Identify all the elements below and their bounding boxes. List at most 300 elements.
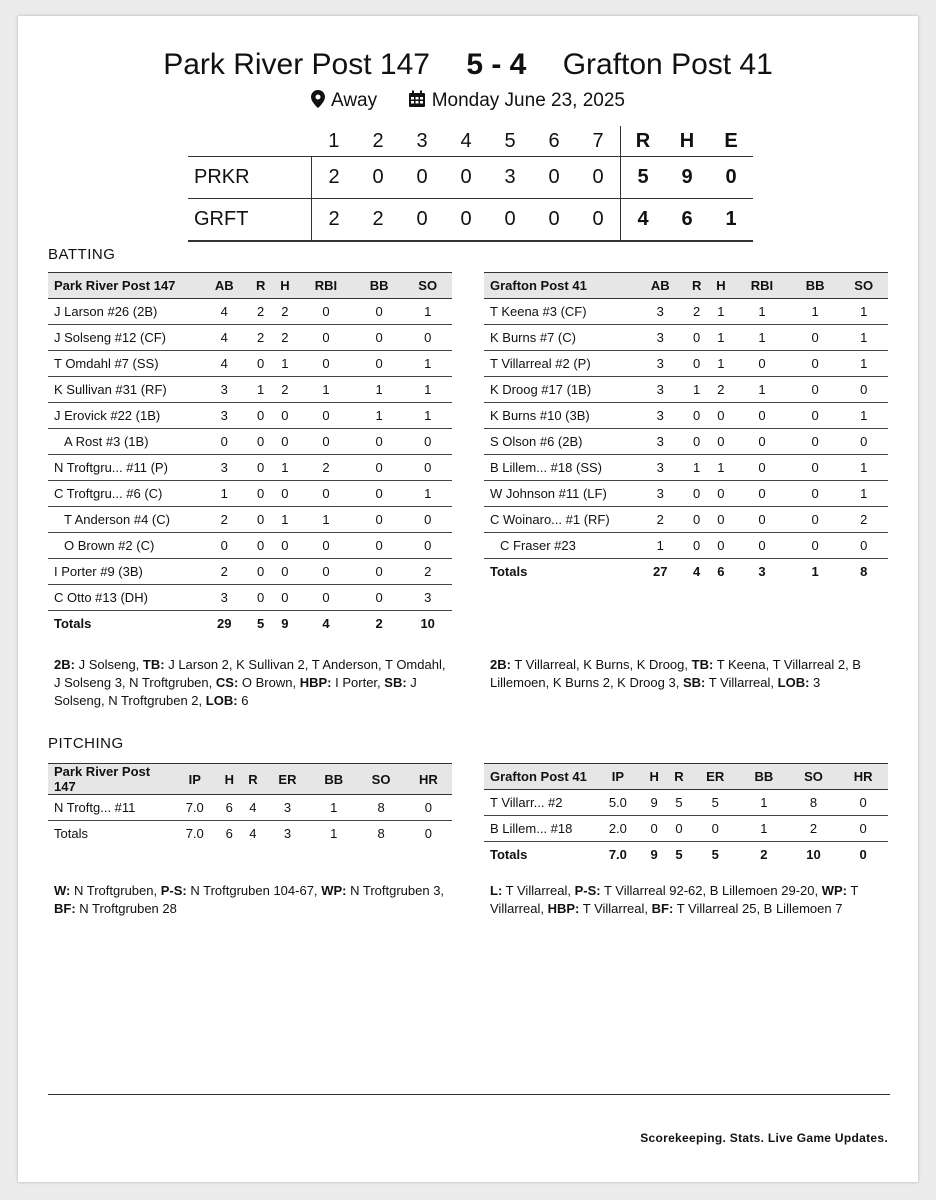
footer-divider — [48, 1094, 890, 1095]
errors-cell: 0 — [709, 157, 753, 199]
stat-cell: 0 — [791, 377, 840, 403]
stat-cell: 0 — [839, 533, 888, 559]
note-value: N Troftgruben 28 — [79, 901, 177, 916]
stat-cell: 0 — [838, 816, 888, 842]
note-value: T Villarreal 25, B Lillemoen 7 — [676, 901, 843, 916]
stat-cell: 0 — [709, 429, 733, 455]
stat-cell: 3 — [636, 403, 685, 429]
stat-cell: 2 — [709, 377, 733, 403]
stat-cell: 0 — [733, 403, 791, 429]
inning-cell: 0 — [444, 199, 488, 242]
inning-cell: 3 — [488, 157, 532, 199]
inning-cell: 0 — [532, 157, 576, 199]
note-value: T Villarreal 92-62, B Lillemoen 29-20, — [603, 883, 819, 898]
note-value: N Troftgruben 104-67, — [190, 883, 318, 898]
stat-cell: 0 — [297, 585, 355, 611]
stat-cell: 0 — [791, 507, 840, 533]
linescore-header — [188, 126, 753, 157]
stat-cell: 1 — [839, 325, 888, 351]
inning-header: 3 — [416, 129, 428, 152]
inning-cell: 2 — [312, 157, 357, 199]
totals-cell: 2 — [355, 611, 404, 637]
batter-row — [484, 299, 888, 325]
batting-table-park-river — [48, 272, 452, 636]
stat-cell: 2 — [685, 299, 709, 325]
player-name: O Brown #2 (C) — [48, 533, 200, 559]
stat-cell: 0 — [355, 585, 404, 611]
totals-cell: 29 — [200, 611, 249, 637]
batting-column-header: H — [273, 273, 297, 299]
stat-cell: 1 — [733, 377, 791, 403]
pitching-column-header: ER — [691, 764, 739, 790]
stat-cell: 1 — [839, 403, 888, 429]
stat-cell: 0 — [791, 325, 840, 351]
stat-cell: 0 — [405, 795, 452, 821]
note-key: P-S: — [574, 883, 601, 898]
runs-cell: 5 — [621, 157, 666, 199]
stat-cell: 0 — [791, 455, 840, 481]
hits-header: H — [679, 129, 695, 152]
batter-row — [48, 351, 452, 377]
player-name: W Johnson #11 (LF) — [484, 481, 636, 507]
stat-cell: 0 — [355, 455, 404, 481]
note-value: T Villarreal, — [505, 883, 571, 898]
stat-cell: 3 — [200, 585, 249, 611]
stat-cell: 3 — [636, 351, 685, 377]
linescore-corner — [188, 126, 312, 157]
stat-cell: 8 — [789, 790, 839, 816]
stat-cell: 0 — [273, 481, 297, 507]
stat-cell: 3 — [200, 377, 249, 403]
linescore-table — [188, 126, 753, 242]
stat-cell: 2 — [249, 325, 273, 351]
pitching-column-header: R — [241, 764, 265, 795]
totals-cell: 10 — [403, 611, 452, 637]
stat-cell: 1 — [403, 403, 452, 429]
pitcher-row — [484, 816, 888, 842]
hits-cell: 9 — [665, 157, 709, 199]
pitching-column-header: IP — [172, 764, 217, 795]
stat-cell: 0 — [249, 533, 273, 559]
stat-cell: 1 — [709, 325, 733, 351]
stat-cell: 0 — [733, 507, 791, 533]
totals-cell: 5 — [249, 611, 273, 637]
stat-cell: 8 — [357, 795, 404, 821]
player-name: S Olson #6 (2B) — [484, 429, 636, 455]
stat-cell: 0 — [355, 299, 404, 325]
stat-cell: 0 — [297, 325, 355, 351]
stat-cell: 0 — [249, 403, 273, 429]
batter-row — [484, 507, 888, 533]
stat-cell: 3 — [403, 585, 452, 611]
note-value: J Solseng, N Troftgruben 2, — [54, 675, 417, 708]
stat-cell: 0 — [355, 559, 404, 585]
pitching-column-header: BB — [310, 764, 357, 795]
note-key: WP: — [821, 883, 848, 898]
note-key: HBP: — [299, 675, 332, 690]
totals-cell: 5 — [691, 842, 739, 868]
stat-cell: 0 — [791, 429, 840, 455]
totals-cell: 1 — [791, 559, 840, 585]
stat-cell: 0 — [355, 351, 404, 377]
stat-cell: 0 — [273, 403, 297, 429]
stat-cell: 0 — [297, 351, 355, 377]
inning-header: 7 — [592, 129, 604, 152]
pitching-table-park-river — [48, 763, 452, 846]
inning-header: 5 — [504, 129, 516, 152]
stat-cell: 3 — [200, 403, 249, 429]
note-value: 3 — [813, 675, 821, 690]
inning-cell: 2 — [312, 199, 357, 242]
stat-cell: 0 — [355, 429, 404, 455]
player-name: I Porter #9 (3B) — [48, 559, 200, 585]
batting-team-header: Grafton Post 41 — [484, 273, 636, 299]
player-name: J Larson #26 (2B) — [48, 299, 200, 325]
batter-row — [48, 533, 452, 559]
stat-cell: 1 — [355, 403, 404, 429]
stat-cell: 0 — [791, 403, 840, 429]
inning-cell: 0 — [576, 199, 621, 242]
inning-header: 6 — [548, 129, 560, 152]
player-name: T Anderson #4 (C) — [48, 507, 200, 533]
stat-cell: 0 — [355, 533, 404, 559]
stat-cell: 2 — [403, 559, 452, 585]
batting-heading: BATTING — [48, 246, 116, 263]
player-name: N Troftgru... #11 (P) — [48, 455, 200, 481]
stat-cell: 0 — [791, 481, 840, 507]
stat-cell: 3 — [636, 325, 685, 351]
player-name: J Erovick #22 (1B) — [48, 403, 200, 429]
stat-cell: 6 — [217, 795, 241, 821]
stat-cell: 0 — [691, 816, 739, 842]
stat-cell: 0 — [839, 429, 888, 455]
stat-cell: 1 — [200, 481, 249, 507]
totals-label: Totals — [484, 559, 636, 585]
note-value: T Keena, T Villarreal 2, B Lillemoen, K Burns 2, K Droog 3, — [490, 657, 861, 690]
location-pin-icon — [311, 90, 325, 114]
runs-cell: 4 — [621, 199, 666, 242]
stat-cell: 2 — [273, 325, 297, 351]
home-team-name: Park River Post 147 — [163, 48, 430, 81]
note-value: N Troftgruben, — [74, 883, 158, 898]
player-name: J Solseng #12 (CF) — [48, 325, 200, 351]
inning-cell: 0 — [488, 199, 532, 242]
stat-cell: 0 — [685, 481, 709, 507]
player-name: T Villarreal #2 (P) — [484, 351, 636, 377]
stat-cell: 0 — [733, 533, 791, 559]
stat-cell: 1 — [839, 351, 888, 377]
pitching-notes-grafton — [490, 882, 870, 918]
totals-cell: 10 — [789, 842, 839, 868]
stat-cell: 0 — [791, 351, 840, 377]
player-name: K Burns #10 (3B) — [484, 403, 636, 429]
player-name: B Lillem... #18 — [484, 816, 594, 842]
stat-cell: 1 — [733, 325, 791, 351]
note-value: O Brown, — [241, 675, 297, 690]
note-key: L: — [490, 883, 503, 898]
stat-cell: 2 — [297, 455, 355, 481]
stat-cell: 2 — [273, 299, 297, 325]
stat-cell: 0 — [733, 481, 791, 507]
pitching-column-header: H — [642, 764, 667, 790]
pitching-column-header: H — [217, 764, 241, 795]
note-key: 2B: — [490, 657, 511, 672]
totals-cell: 9 — [642, 842, 667, 868]
stat-cell: 0 — [709, 403, 733, 429]
batter-row — [48, 585, 452, 611]
stat-cell: 2 — [789, 816, 839, 842]
batter-row — [484, 429, 888, 455]
totals-cell: 3 — [283, 826, 292, 841]
note-key: SB: — [384, 675, 407, 690]
stat-cell: 0 — [733, 429, 791, 455]
stat-cell: 2 — [200, 559, 249, 585]
player-name: K Burns #7 (C) — [484, 325, 636, 351]
note-value: J Larson 2, K Sullivan 2, T Anderson, T Omdahl, J Solseng 3, N Troftgruben, — [54, 657, 446, 690]
game-info — [18, 90, 918, 114]
stat-cell: 1 — [273, 455, 297, 481]
player-name: A Rost #3 (1B) — [48, 429, 200, 455]
linescore-row — [188, 199, 753, 242]
stat-cell: 2 — [200, 507, 249, 533]
stat-cell: 0 — [709, 533, 733, 559]
player-name: T Omdahl #7 (SS) — [48, 351, 200, 377]
stat-cell: 1 — [739, 816, 789, 842]
stat-cell: 0 — [403, 429, 452, 455]
totals-cell: 1 — [330, 826, 338, 841]
player-name: K Droog #17 (1B) — [484, 377, 636, 403]
stat-cell: 2 — [273, 377, 297, 403]
stat-cell: 1 — [273, 351, 297, 377]
stat-cell: 0 — [733, 351, 791, 377]
page — [18, 16, 918, 1182]
player-name: K Sullivan #31 (RF) — [48, 377, 200, 403]
game-title — [18, 48, 918, 82]
batting-column-header: BB — [791, 273, 840, 299]
batter-row — [48, 507, 452, 533]
player-name: T Villarr... #2 — [484, 790, 594, 816]
totals-cell: 27 — [636, 559, 685, 585]
runs-header: R — [621, 126, 666, 157]
totals-cell: 2 — [739, 842, 789, 868]
stat-cell: 0 — [355, 481, 404, 507]
stat-cell: 0 — [709, 507, 733, 533]
totals-cell: 8 — [839, 559, 888, 585]
totals-row — [48, 611, 452, 637]
pitching-header — [48, 764, 452, 795]
stat-cell: 0 — [685, 429, 709, 455]
batter-row — [48, 429, 452, 455]
stat-cell: 0 — [200, 533, 249, 559]
totals-cell: 6 — [709, 559, 733, 585]
batter-row — [48, 325, 452, 351]
totals-cell: 4 — [297, 611, 355, 637]
inning-header: 1 — [328, 129, 340, 152]
stat-cell: 1 — [297, 377, 355, 403]
stat-cell: 0 — [297, 481, 355, 507]
stat-cell: 1 — [297, 507, 355, 533]
note-key: P-S: — [160, 883, 187, 898]
player-name: B Lillem... #18 (SS) — [484, 455, 636, 481]
batting-notes-grafton — [490, 656, 888, 692]
totals-cell: 7.0 — [594, 842, 642, 868]
stat-cell: 1 — [685, 455, 709, 481]
note-value: T Villarreal, — [582, 901, 649, 916]
stat-cell: 0 — [355, 507, 404, 533]
pitching-notes-park-river — [54, 882, 452, 918]
stat-cell: 0 — [249, 559, 273, 585]
stat-cell: 1 — [636, 533, 685, 559]
note-value: N Troftgruben 3, — [350, 883, 445, 898]
stat-cell: 0 — [839, 377, 888, 403]
totals-cell: 3 — [733, 559, 791, 585]
stat-cell: 1 — [709, 351, 733, 377]
stat-cell: 1 — [355, 377, 404, 403]
batting-column-header: AB — [636, 273, 685, 299]
pitching-column-header: SO — [357, 764, 404, 795]
player-name: N Troftg... #11 — [48, 795, 172, 821]
inning-cell: 0 — [532, 199, 576, 242]
inning-cell: 0 — [576, 157, 621, 199]
stat-cell: 1 — [739, 790, 789, 816]
note-key: HBP: — [547, 901, 580, 916]
pitching-column-header: IP — [594, 764, 642, 790]
stat-cell: 3 — [636, 481, 685, 507]
stat-cell: 0 — [685, 507, 709, 533]
stat-cell: 1 — [403, 351, 452, 377]
pitching-team-header: Park River Post 147 — [48, 764, 172, 795]
errors-cell: 1 — [709, 199, 753, 242]
totals-row — [484, 842, 888, 868]
calendar-icon — [408, 90, 426, 114]
pitcher-row — [48, 795, 452, 821]
batting-notes-park-river — [54, 656, 452, 710]
stat-cell: 0 — [685, 325, 709, 351]
stat-cell: 1 — [273, 507, 297, 533]
note-key: LOB: — [205, 693, 238, 708]
stat-cell: 5.0 — [594, 790, 642, 816]
stat-cell: 0 — [403, 533, 452, 559]
stat-cell: 0 — [273, 533, 297, 559]
stat-cell: 5 — [667, 790, 692, 816]
note-value: J Solseng, — [78, 657, 140, 672]
stat-cell: 0 — [297, 403, 355, 429]
stat-cell: 1 — [791, 299, 840, 325]
stat-cell: 1 — [839, 455, 888, 481]
note-key: LOB: — [777, 675, 810, 690]
stat-cell: 0 — [403, 325, 452, 351]
batting-header — [48, 273, 452, 299]
batter-row — [484, 403, 888, 429]
pitching-column-header: HR — [838, 764, 888, 790]
stat-cell: 2 — [839, 507, 888, 533]
hits-cell: 6 — [665, 199, 709, 242]
inning-cell: 0 — [356, 157, 400, 199]
stat-cell: 0 — [297, 533, 355, 559]
batter-row — [484, 455, 888, 481]
pitching-table-grafton — [484, 763, 888, 867]
totals-cell: 5 — [667, 842, 692, 868]
stat-cell: 4 — [200, 299, 249, 325]
stat-cell: 0 — [355, 325, 404, 351]
stat-cell: 4 — [200, 325, 249, 351]
stat-cell: 3 — [636, 299, 685, 325]
stat-cell: 5 — [691, 790, 739, 816]
batting-column-header: AB — [200, 273, 249, 299]
stat-cell: 0 — [403, 507, 452, 533]
note-key: TB: — [691, 657, 714, 672]
stat-cell: 1 — [403, 377, 452, 403]
totals-row — [48, 821, 452, 847]
batter-row — [484, 481, 888, 507]
stat-cell: 0 — [667, 816, 692, 842]
batter-row — [484, 325, 888, 351]
pitching-column-header: BB — [739, 764, 789, 790]
batting-column-header: SO — [839, 273, 888, 299]
batting-column-header: R — [685, 273, 709, 299]
note-value: T Villarreal, — [708, 675, 775, 690]
totals-row — [484, 559, 888, 585]
stat-cell: 2 — [249, 299, 273, 325]
batting-column-header: SO — [403, 273, 452, 299]
totals-cell: 9 — [273, 611, 297, 637]
pitching-team-header: Grafton Post 41 — [484, 764, 594, 790]
batter-row — [484, 351, 888, 377]
batter-row — [48, 559, 452, 585]
stat-cell: 0 — [297, 299, 355, 325]
pitching-column-header: ER — [265, 764, 310, 795]
stat-cell: 0 — [297, 429, 355, 455]
stat-cell: 1 — [839, 481, 888, 507]
stat-cell: 0 — [249, 351, 273, 377]
batting-team-header: Park River Post 147 — [48, 273, 200, 299]
totals-label: Totals — [48, 611, 200, 637]
totals-cell: 6 — [225, 826, 233, 841]
stat-cell: 3 — [636, 455, 685, 481]
stat-cell: 3 — [636, 377, 685, 403]
note-key: WP: — [321, 883, 347, 898]
stat-cell: 1 — [310, 795, 357, 821]
player-name: T Keena #3 (CF) — [484, 299, 636, 325]
stat-cell: 0 — [838, 790, 888, 816]
note-key: CS: — [215, 675, 239, 690]
stat-cell: 1 — [685, 377, 709, 403]
inning-header: 4 — [460, 129, 472, 152]
stat-cell: 9 — [642, 790, 667, 816]
stat-cell: 4 — [200, 351, 249, 377]
note-value: I Porter, — [335, 675, 381, 690]
pitching-column-header: SO — [789, 764, 839, 790]
inning-header: 2 — [372, 129, 384, 152]
pitching-heading: PITCHING — [48, 735, 124, 752]
batting-column-header: H — [709, 273, 733, 299]
stat-cell: 0 — [685, 351, 709, 377]
batter-row — [48, 299, 452, 325]
batter-row — [484, 533, 888, 559]
stat-cell: 0 — [685, 533, 709, 559]
stat-cell: 0 — [273, 585, 297, 611]
stat-cell: 3 — [200, 455, 249, 481]
inning-cell: 0 — [400, 199, 444, 242]
stat-cell: 4 — [241, 795, 265, 821]
stat-cell: 1 — [733, 299, 791, 325]
totals-cell: 4 — [249, 826, 257, 841]
note-key: BF: — [54, 901, 76, 916]
batter-row — [484, 377, 888, 403]
stat-cell: 1 — [709, 299, 733, 325]
batter-row — [48, 403, 452, 429]
stat-cell: 0 — [685, 403, 709, 429]
